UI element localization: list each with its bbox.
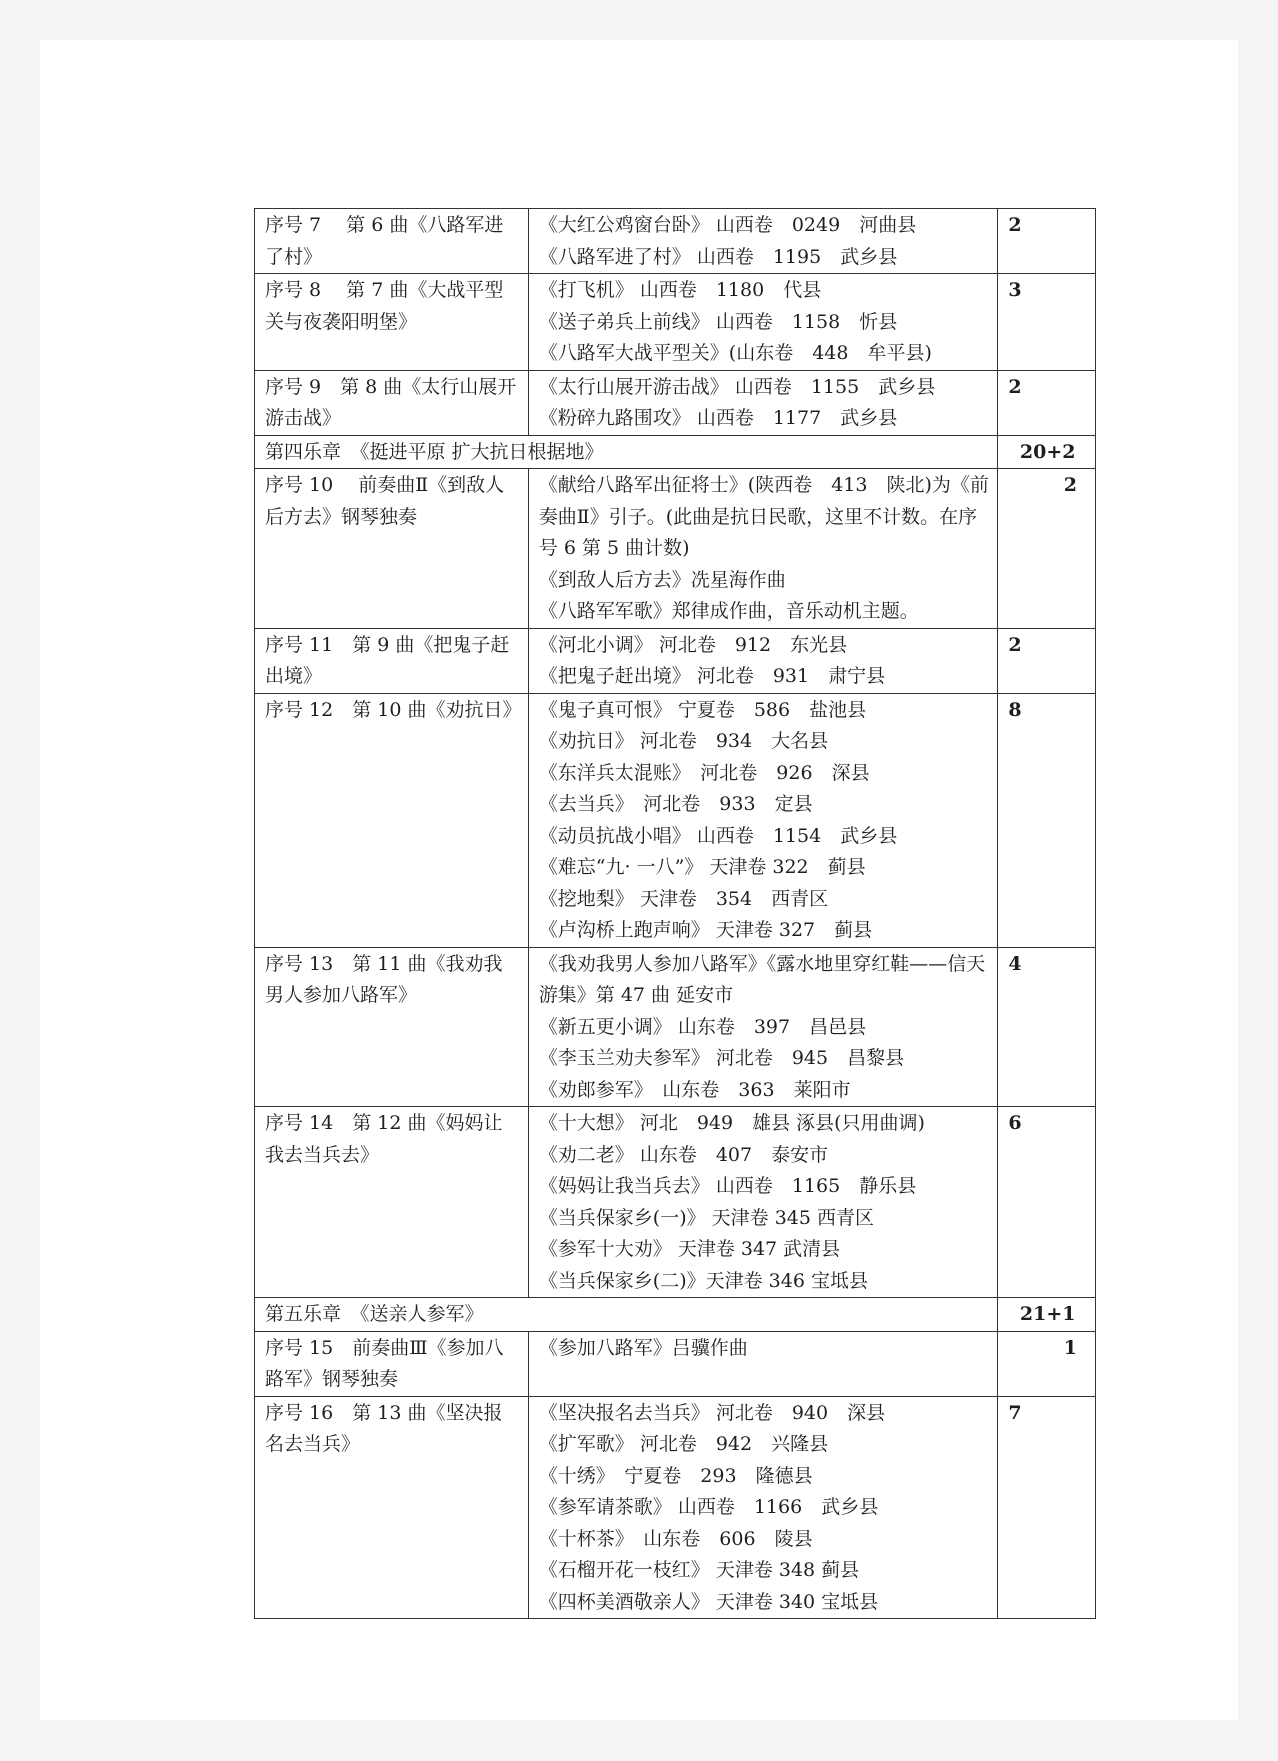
source-entry: 《送子弟兵上前线》 山西卷 1158 忻县 xyxy=(538,310,898,333)
piece-title: 序号 10 前奏曲Ⅱ《到敌人后方去》钢琴独奏 xyxy=(255,469,529,629)
song-count: 7 xyxy=(998,1396,1096,1619)
piece-title: 序号 7 第 6 曲《八路军进了村》 xyxy=(255,209,529,274)
song-count: 4 xyxy=(998,947,1096,1107)
source-entry: 《挖地梨》 天津卷 354 西青区 xyxy=(538,887,829,910)
source-list xyxy=(528,274,998,371)
source-entry: 《大红公鸡窗台卧》 山西卷 0249 河曲县 xyxy=(538,214,917,236)
piece-title: 序号 11 第 9 曲《把鬼子赶出境》 xyxy=(255,628,529,693)
source-list xyxy=(528,693,998,947)
source-entry: 《劝二老》 山东卷 407 泰安市 xyxy=(538,1143,829,1166)
chapter-count: 20+2 xyxy=(998,435,1096,469)
source-entry: 《十杯茶》 山东卷 606 陵县 xyxy=(538,1527,813,1550)
source-entry: 《鬼子真可恨》 宁夏卷 586 盐池县 xyxy=(538,698,867,721)
chapter-row xyxy=(255,1298,1096,1332)
source-entry: 《十大想》 河北 949 雄县 涿县(只用曲调) xyxy=(538,1112,925,1134)
piece-title: 序号 8 第 7 曲《大战平型关与夜袭阳明堡》 xyxy=(255,274,529,371)
source-list xyxy=(528,370,998,435)
source-entry: 《河北小调》 河北卷 912 东光县 xyxy=(538,633,848,656)
source-list xyxy=(528,469,998,629)
source-entry: 《四杯美酒敬亲人》 天津卷 340 宝坻县 xyxy=(538,1590,879,1613)
song-count: 2 xyxy=(998,209,1096,274)
piece-title: 序号 13 第 11 曲《我劝我男人参加八路军》 xyxy=(255,947,529,1107)
source-entry: 《劝郎参军》 山东卷 363 莱阳市 xyxy=(538,1078,851,1101)
table-row xyxy=(255,469,1096,629)
source-entry: 《八路军大战平型关》(山东卷 448 牟平县) xyxy=(538,342,932,364)
source-list xyxy=(528,1331,998,1396)
source-entry: 《我劝我男人参加八路军》《露水地里穿红鞋——信天游集》第 47 曲 延安市 xyxy=(538,952,986,1006)
source-entry: 《献给八路军出征将士》(陕西卷 413 陕北)为《前奏曲Ⅱ》引子。(此曲是抗日民歌，这里不计数。在序号 6 第 5 曲计数) xyxy=(538,474,989,559)
source-entry: 《石榴开花一枝红》 天津卷 348 蓟县 xyxy=(538,1559,860,1581)
source-entry: 《新五更小调》 山东卷 397 昌邑县 xyxy=(538,1015,867,1038)
table-row xyxy=(255,947,1096,1107)
chapter-title: 第五乐章 《送亲人参军》 xyxy=(255,1298,998,1332)
source-list xyxy=(528,1107,998,1298)
document-page xyxy=(40,40,1238,1720)
table-row xyxy=(255,628,1096,693)
source-list xyxy=(528,209,998,274)
table-row xyxy=(255,274,1096,371)
piece-title: 序号 16 第 13 曲《坚决报名去当兵》 xyxy=(255,1396,529,1619)
song-count: 2 xyxy=(998,628,1096,693)
source-entry: 《当兵保家乡(一)》 天津卷 345 西青区 xyxy=(538,1206,875,1229)
chapter-title: 第四乐章 《挺进平原 扩大抗日根据地》 xyxy=(255,435,998,469)
table-row xyxy=(255,693,1096,947)
song-count: 8 xyxy=(998,693,1096,947)
song-count: 2 xyxy=(998,469,1096,629)
source-entry: 《八路军军歌》郑律成作曲，音乐动机主题。 xyxy=(538,600,919,622)
source-entry: 《扩军歌》 河北卷 942 兴隆县 xyxy=(538,1433,829,1455)
source-entry: 《当兵保家乡(二)》天津卷 346 宝坻县 xyxy=(538,1269,868,1292)
table-row xyxy=(255,370,1096,435)
table-row xyxy=(255,209,1096,274)
piece-title: 序号 15 前奏曲Ⅲ《参加八路军》钢琴独奏 xyxy=(255,1331,529,1396)
source-entry: 《十绣》 宁夏卷 293 隆德县 xyxy=(538,1464,813,1487)
table-row xyxy=(255,1107,1096,1298)
song-count: 1 xyxy=(998,1331,1096,1396)
source-entry: 《参加八路军》吕骥作曲 xyxy=(538,1336,748,1359)
table-row xyxy=(255,1331,1096,1396)
source-entry: 《参军十大劝》 天津卷 347 武清县 xyxy=(538,1238,841,1260)
source-entry: 《李玉兰劝夫参军》 河北卷 945 昌黎县 xyxy=(538,1047,905,1069)
source-list xyxy=(528,628,998,693)
piece-title: 序号 12 第 10 曲《劝抗日》 xyxy=(255,693,529,947)
source-entry: 《难忘“九· 一八”》 天津卷 322 蓟县 xyxy=(538,856,866,878)
source-entry: 《坚决报名去当兵》 河北卷 940 深县 xyxy=(538,1401,886,1424)
source-entry: 《太行山展开游击战》 山西卷 1155 武乡县 xyxy=(538,375,936,398)
source-entry: 《参军请茶歌》 山西卷 1166 武乡县 xyxy=(538,1496,879,1518)
chapter-count: 21+1 xyxy=(998,1298,1096,1332)
chapter-row xyxy=(255,435,1096,469)
source-entry: 《去当兵》 河北卷 933 定县 xyxy=(538,793,813,815)
source-list xyxy=(528,1396,998,1619)
source-entry: 《动员抗战小唱》 山西卷 1154 武乡县 xyxy=(538,824,898,847)
source-entry: 《东洋兵太混账》 河北卷 926 深县 xyxy=(538,761,870,784)
source-entry: 《到敌人后方去》冼星海作曲 xyxy=(538,568,786,591)
source-entry: 《卢沟桥上跑声响》 天津卷 327 蓟县 xyxy=(538,919,873,941)
song-count: 3 xyxy=(998,274,1096,371)
source-entry: 《粉碎九路围攻》 山西卷 1177 武乡县 xyxy=(538,407,898,429)
source-list xyxy=(528,947,998,1107)
song-source-table xyxy=(254,208,1096,1619)
source-entry: 《劝抗日》 河北卷 934 大名县 xyxy=(538,730,829,752)
song-count: 2 xyxy=(998,370,1096,435)
source-entry: 《打飞机》 山西卷 1180 代县 xyxy=(538,279,822,301)
table-row xyxy=(255,1396,1096,1619)
source-entry: 《八路军进了村》 山西卷 1195 武乡县 xyxy=(538,245,898,268)
piece-title: 序号 9 第 8 曲《太行山展开游击战》 xyxy=(255,370,529,435)
source-entry: 《把鬼子赶出境》 河北卷 931 肃宁县 xyxy=(538,665,886,687)
piece-title: 序号 14 第 12 曲《妈妈让我去当兵去》 xyxy=(255,1107,529,1298)
song-count: 6 xyxy=(998,1107,1096,1298)
source-entry: 《妈妈让我当兵去》 山西卷 1165 静乐县 xyxy=(538,1175,917,1197)
